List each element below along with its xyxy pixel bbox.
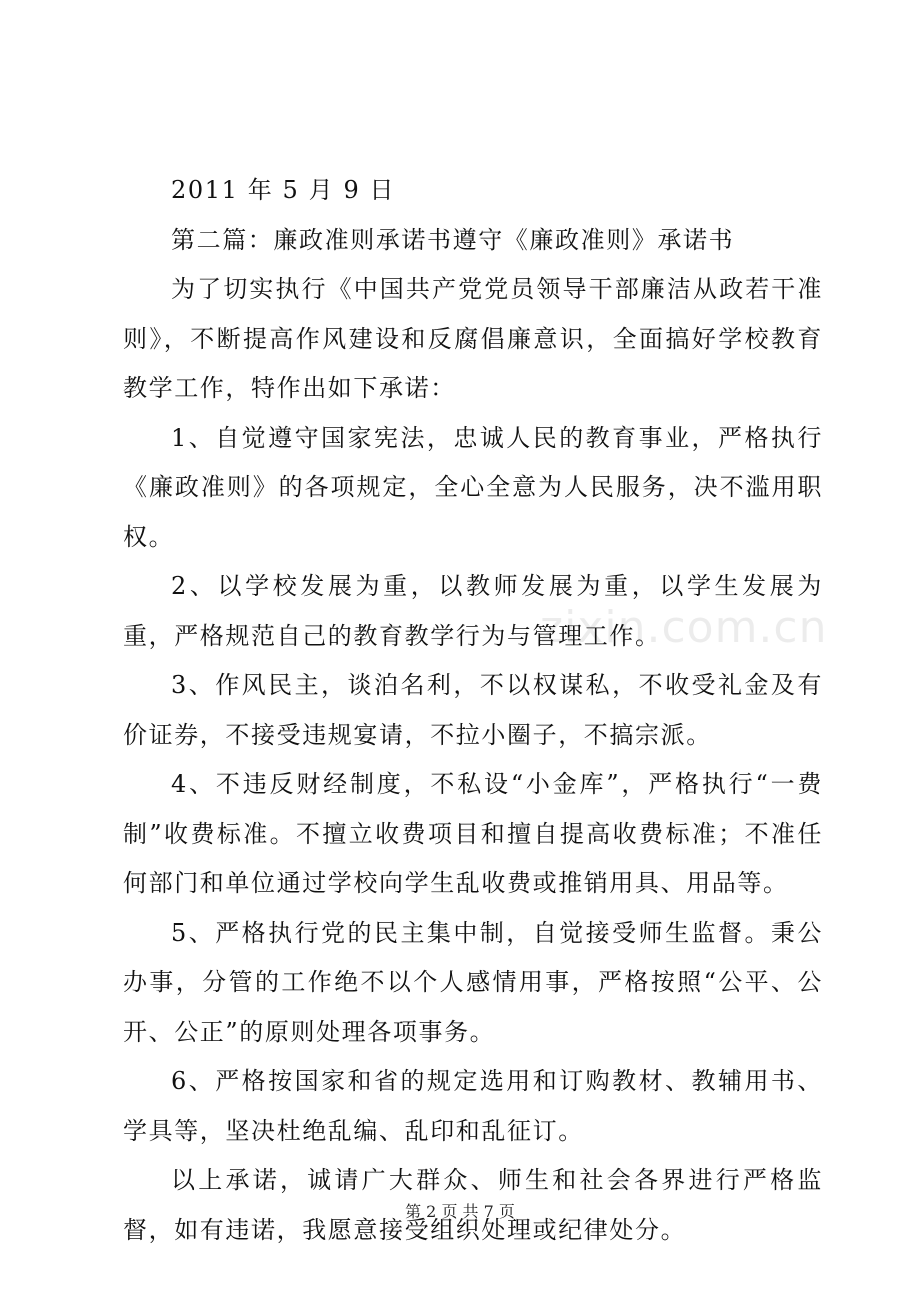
watermark: zixin.com.cn [540,602,828,653]
pledge-item-6: 6、严格按国家和省的规定选用和订购教材、教辅用书、学具等，坚决杜绝乱编、乱印和乱征订。 [123,1067,823,1145]
intro-paragraph: 为了切实执行《中国共产党党员领导干部廉洁从政若干准则》，不断提高作风建设和反腐倡廉意识，全面搞好学校教育教学工作，特作出如下承诺： [123,275,823,402]
pledge-item-1: 1、自觉遵守国家宪法，忠诚人民的教育事业，严格执行《廉政准则》的各项规定，全心全意为人民服务，决不滥用职权。 [123,423,823,551]
document-body [123,166,823,1255]
pledge-item-3: 3、作风民主，谈泊名利，不以权谋私，不收受礼金及有价证券，不接受违规宴请，不拉小圈子，不搞宗派。 [123,671,823,749]
closing-paragraph: 以上承诺，诚请广大群众、师生和社会各界进行严格监督，如有违诺，我愿意接受组织处理或纪律处分。 [123,1166,823,1244]
page-footer: 第 2 页 共 7 页 [405,1202,515,1221]
pledge-item-4: 4、不违反财经制度，不私设“小金库”，严格执行“一费制”收费标准。不擅立收费项目和擅自提高收费标准；不准任何部门和单位通过学校向学生乱收费或推销用具、用品等。 [123,770,823,897]
date-line: 2011 年 5 月 9 日 [171,176,396,204]
section-heading: 第二篇：廉政准则承诺书遵守《廉政准则》承诺书 [171,225,735,254]
pledge-item-5: 5、严格执行党的民主集中制，自觉接受师生监督。秉公办事，分管的工作绝不以个人感情用事，严格按照“公平、公开、公正”的原则处理各项事务。 [123,918,823,1046]
pledge-item-2: 2、以学校发展为重，以教师发展为重，以学生发展为重，严格规范自己的教育教学行为与管理工作。 [123,572,823,650]
